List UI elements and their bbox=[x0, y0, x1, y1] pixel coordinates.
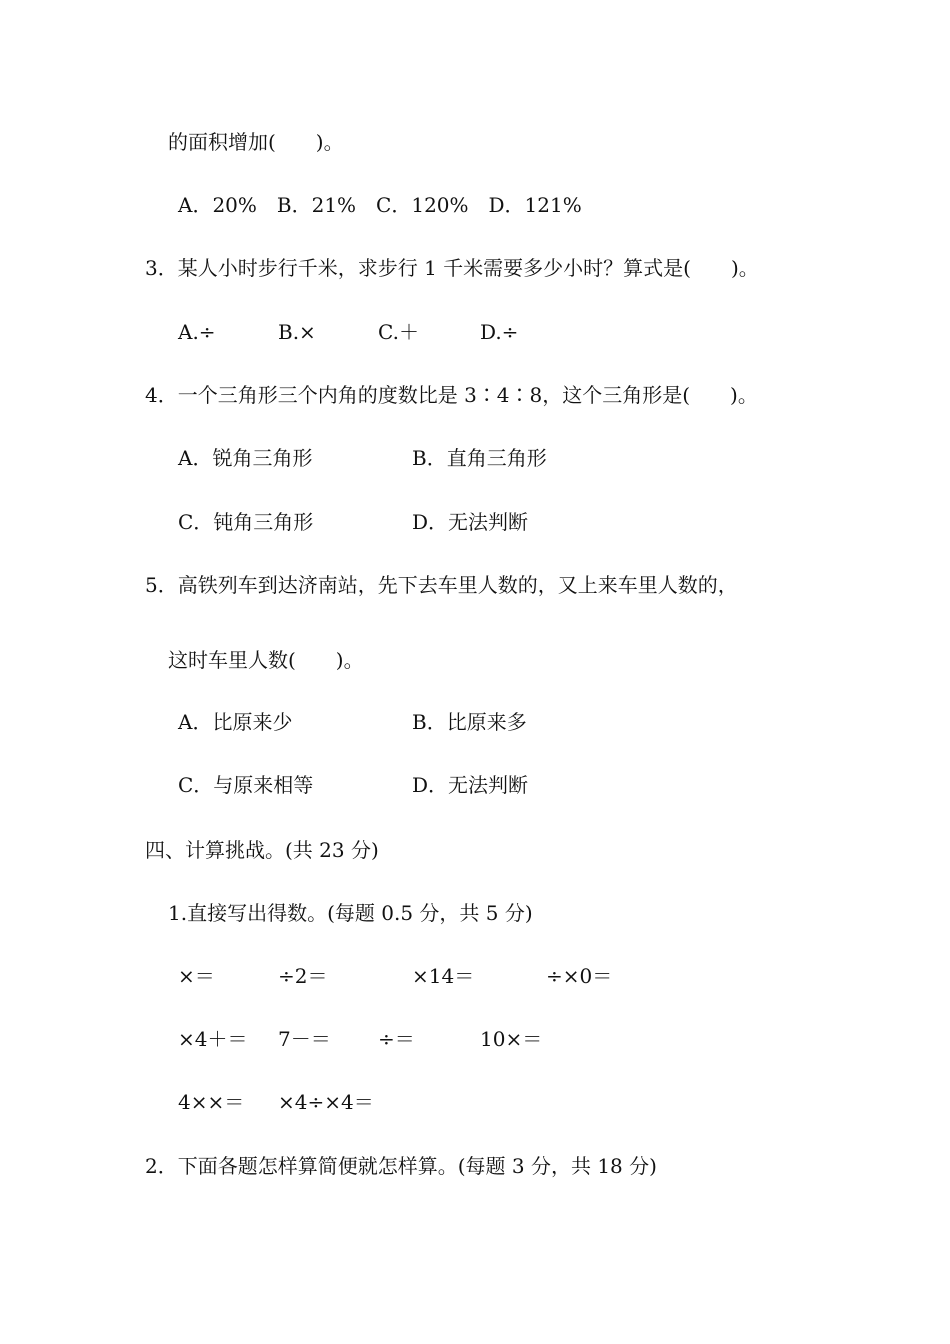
q4-option-a: A．锐角三角形 bbox=[178, 446, 313, 470]
calc-item: ×4÷×4＝ bbox=[278, 1090, 374, 1114]
q5-option-d: D．无法判断 bbox=[412, 773, 529, 797]
calc-item: ÷＝ bbox=[378, 1027, 415, 1051]
calc-item: 7－＝ bbox=[278, 1027, 331, 1051]
q5-stem-line1: 5．高铁列车到达济南站，先下去车里人数的，又上来车里人数的， bbox=[145, 573, 738, 597]
q2-tail: 的面积增加( )。 bbox=[168, 130, 344, 154]
q3-option-b: B.× bbox=[278, 320, 316, 344]
q2-options: A．20% B．21% C．120% D．121% bbox=[178, 193, 582, 217]
q5-option-b: B．比原来多 bbox=[412, 710, 527, 734]
q5-option-c: C．与原来相等 bbox=[178, 773, 314, 797]
q4-option-c: C．钝角三角形 bbox=[178, 510, 314, 534]
calc-item: 4××＝ bbox=[178, 1090, 245, 1114]
sub1-title: 1.直接写出得数。(每题 0.5 分，共 5 分) bbox=[168, 901, 533, 925]
calc-item: ÷×0＝ bbox=[546, 964, 613, 988]
q4-option-d: D．无法判断 bbox=[412, 510, 529, 534]
calc-item: ×＝ bbox=[178, 964, 215, 988]
calc-item: ×4＋＝ bbox=[178, 1027, 248, 1051]
q5-stem-line2: 这时车里人数( )。 bbox=[168, 648, 364, 672]
q4-stem: 4．一个三角形三个内角的度数比是 3∶4∶8，这个三角形是( )。 bbox=[145, 383, 758, 407]
calc-item: ×14＝ bbox=[412, 964, 475, 988]
q5-option-a: A．比原来少 bbox=[178, 710, 293, 734]
q4-option-b: B．直角三角形 bbox=[412, 446, 547, 470]
section4-title: 四、计算挑战。(共 23 分) bbox=[145, 838, 379, 862]
q3-option-c: C.＋ bbox=[378, 320, 419, 344]
sub2-title: 2．下面各题怎样算简便就怎样算。(每题 3 分，共 18 分) bbox=[145, 1154, 657, 1178]
q3-option-d: D.÷ bbox=[480, 320, 519, 344]
q3-stem: 3．某人小时步行千米，求步行 1 千米需要多少小时？算式是( )。 bbox=[145, 256, 759, 280]
q3-option-a: A.÷ bbox=[178, 320, 216, 344]
calc-item: 10×＝ bbox=[480, 1027, 543, 1051]
calc-item: ÷2＝ bbox=[278, 964, 328, 988]
